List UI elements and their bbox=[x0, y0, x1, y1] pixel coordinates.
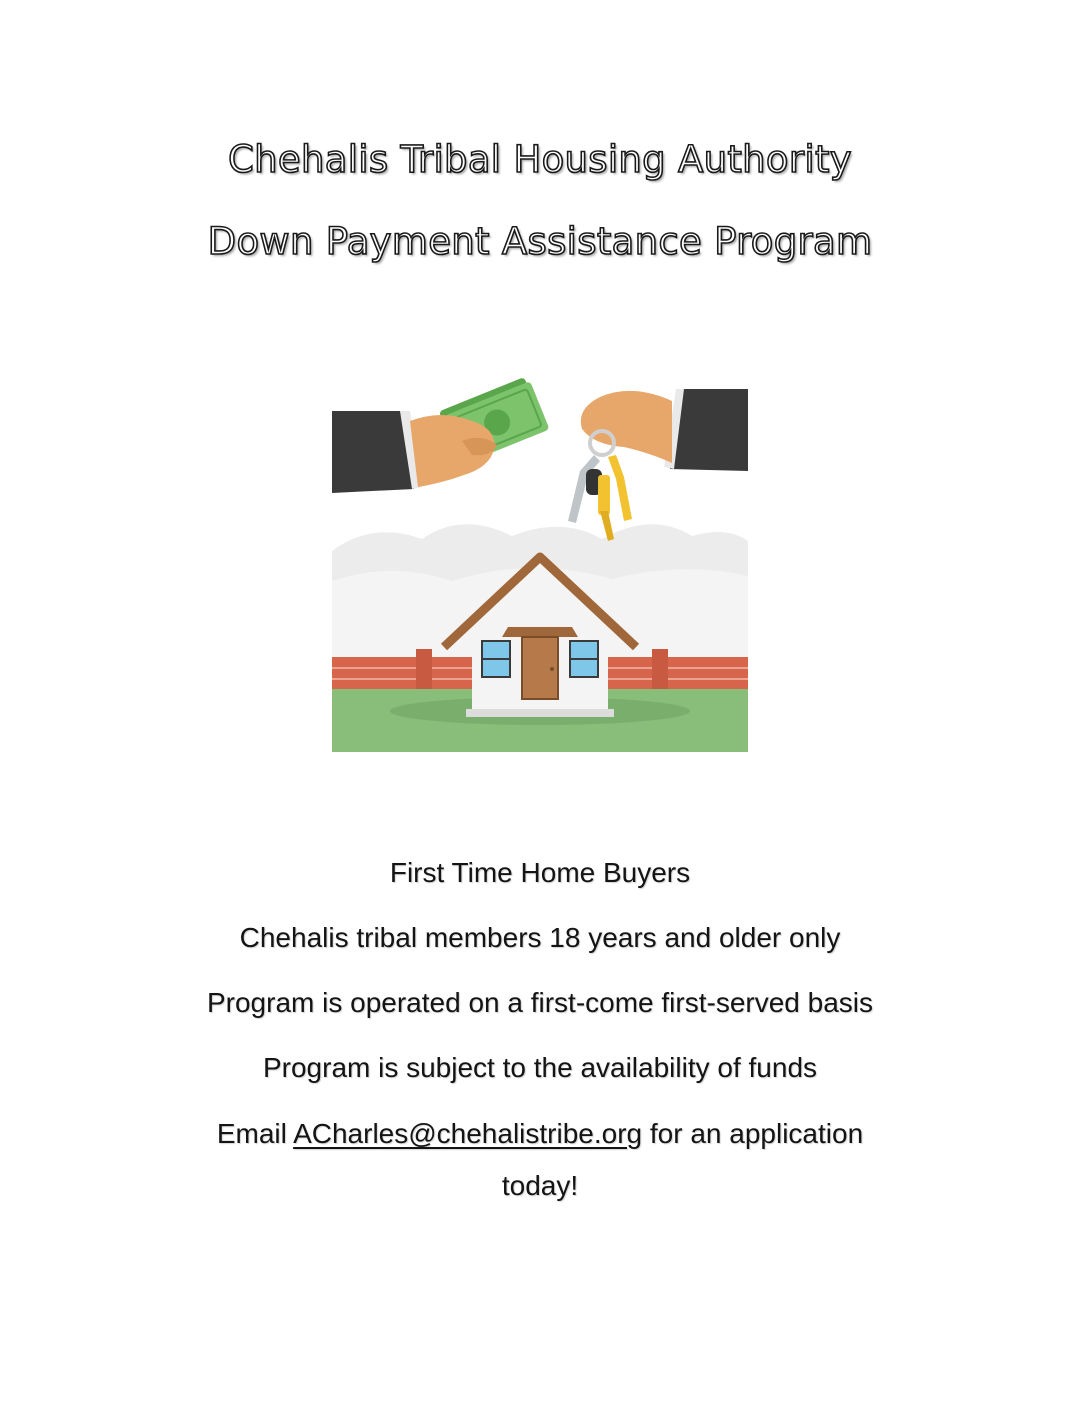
page-subtitle: Down Payment Assistance Program bbox=[207, 220, 873, 263]
email-prefix: Email bbox=[216, 1118, 294, 1149]
info-funds-availability: Program is subject to the availability of funds bbox=[262, 1052, 818, 1083]
info-eligibility: Chehalis tribal members 18 years and older only bbox=[239, 922, 841, 953]
info-today: today! bbox=[501, 1170, 579, 1201]
hands-exchanging-money-and-keys-over-house-icon bbox=[332, 371, 748, 752]
info-first-come-basis: Program is operated on a first-come first-served basis bbox=[206, 987, 874, 1018]
email-suffix: for an application bbox=[642, 1118, 864, 1149]
info-email-line bbox=[0, 1118, 1080, 1150]
info-first-time-buyers: First Time Home Buyers bbox=[389, 857, 691, 888]
page-title: Chehalis Tribal Housing Authority bbox=[228, 138, 852, 181]
email-link[interactable]: ACharles@chehalistribe.org bbox=[293, 1118, 643, 1149]
